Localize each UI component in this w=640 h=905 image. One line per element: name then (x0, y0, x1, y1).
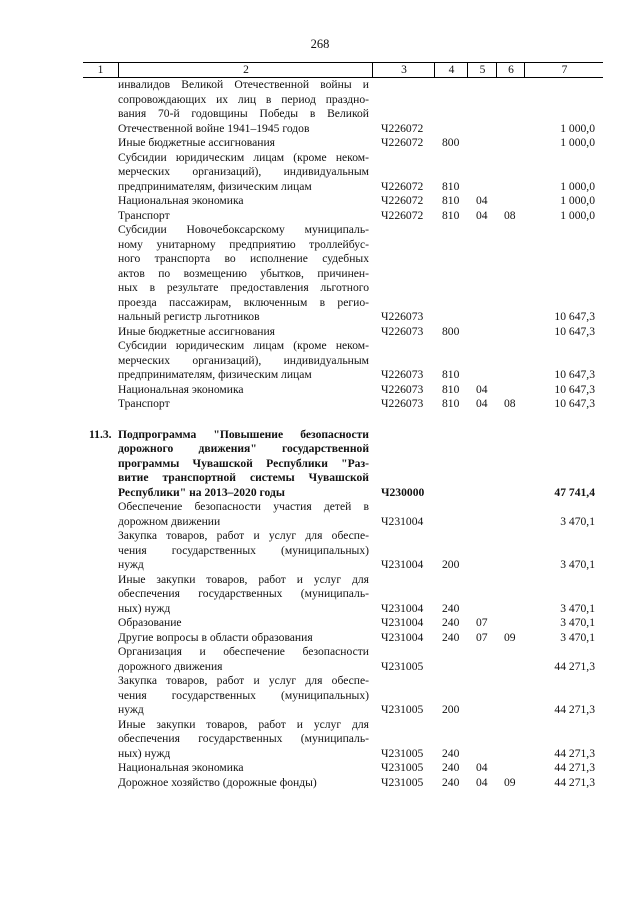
description-line: Организация и обеспечение безопасности (118, 645, 369, 658)
col-header-4: 4 (434, 63, 468, 77)
row-subsection: 09 (504, 630, 516, 644)
table-row (83, 616, 603, 631)
row-group: 800 (442, 136, 460, 149)
row-description (118, 339, 369, 383)
row-section: 04 (476, 194, 488, 207)
description-line: дорожного движения" государственной (118, 442, 369, 455)
row-amount: 1 000,0 (560, 136, 595, 149)
row-description (118, 500, 369, 529)
col-header-3: 3 (372, 63, 435, 77)
row-group: 240 (442, 746, 460, 760)
row-subsection: 08 (504, 208, 516, 222)
row-amount: 10 647,3 (554, 382, 595, 396)
row-code: Ч230000 (381, 485, 425, 499)
table-row (83, 761, 603, 776)
row-code: Ч231004 (381, 558, 424, 571)
row-subsection: 09 (504, 775, 516, 789)
description-line: ных) нужд (118, 601, 171, 615)
row-amount: 44 271,3 (554, 659, 595, 673)
row-amount: 10 647,3 (554, 324, 595, 338)
row-section: 04 (476, 382, 488, 396)
table-row (83, 223, 603, 325)
row-description (118, 428, 369, 501)
row-code: Ч231004 (381, 514, 424, 528)
description-line: Обеспечение безопасности участия детей в (118, 500, 369, 513)
row-description (118, 645, 369, 674)
table-row (83, 151, 603, 195)
row-amount: 1 000,0 (560, 194, 595, 207)
table-row (83, 78, 603, 136)
row-description (118, 325, 369, 340)
table-row (83, 136, 603, 151)
section-header-row (83, 428, 603, 501)
row-amount: 44 271,3 (554, 703, 595, 716)
row-description (118, 616, 369, 631)
description-line: предпринимателям, физическим лицам (118, 368, 312, 381)
row-amount: 1 000,0 (560, 208, 595, 222)
row-description (118, 776, 369, 791)
row-amount: 3 470,1 (560, 558, 595, 571)
section-gap (83, 412, 603, 428)
row-description (118, 209, 369, 224)
table-row (83, 529, 603, 573)
row-section: 04 (476, 775, 488, 789)
row-amount: 47 741,4 (554, 485, 595, 499)
row-group: 810 (442, 368, 460, 381)
col-header-2: 2 (118, 63, 373, 77)
table-row (83, 383, 603, 398)
description-line: Иные бюджетные ассигнования (118, 324, 275, 338)
table-row (83, 339, 603, 383)
description-line: Дорожное хозяйство (дорожные фонды) (118, 775, 317, 789)
description-line: витие транспортной системы Чувашской (118, 471, 369, 484)
row-group: 240 (442, 616, 460, 629)
table-row (83, 776, 603, 791)
row-description (118, 674, 369, 718)
row-code: Ч231004 (381, 601, 424, 615)
description-line: ного транспорта во исполнение судебных (118, 252, 369, 265)
col-header-1: 1 (97, 64, 104, 76)
row-description (118, 194, 369, 209)
description-line: Транспорт (118, 397, 170, 410)
description-line: Отечественной войне 1941–1945 годов (118, 121, 310, 135)
row-code: Ч226073 (381, 368, 424, 381)
description-line: Закупка товаров, работ и услуг для обеспе- (118, 674, 369, 687)
row-code: Ч226073 (381, 310, 424, 323)
row-code: Ч231005 (381, 703, 424, 716)
description-line: обеспечения государственных (муниципаль- (118, 587, 369, 600)
row-group: 800 (442, 324, 460, 338)
row-section: 07 (476, 630, 488, 644)
row-code: Ч226073 (381, 382, 424, 396)
row-amount: 1 000,0 (560, 121, 595, 135)
row-group: 200 (442, 703, 460, 716)
row-section: 04 (476, 761, 488, 774)
row-code: Ч231004 (381, 630, 424, 644)
row-group: 200 (442, 558, 460, 571)
row-group: 240 (442, 761, 460, 774)
row-code: Ч231004 (381, 616, 424, 629)
description-line: Транспорт (118, 208, 170, 222)
description-line: Субсидии юридическим лицам (кроме неком- (118, 339, 369, 352)
description-line: нужд (118, 703, 144, 716)
table-row (83, 209, 603, 224)
description-line: инвалидов Великой Отечественной войны и (118, 78, 369, 91)
description-line: Иные бюджетные ассигнования (118, 136, 275, 149)
description-line: Национальная экономика (118, 761, 244, 774)
row-amount: 44 271,3 (554, 775, 595, 789)
row-description (118, 573, 369, 617)
description-line: чения государственных (муниципальных) (118, 543, 369, 557)
row-description (118, 78, 369, 136)
description-line: Подпрограмма "Повышение безопасности (118, 427, 369, 441)
row-group: 240 (442, 601, 460, 615)
row-code: Ч231005 (381, 761, 424, 774)
row-group: 810 (442, 382, 460, 396)
row-code: Ч226073 (381, 324, 424, 338)
row-code: Ч226073 (381, 397, 424, 410)
row-group: 810 (442, 397, 460, 410)
row-description (118, 631, 369, 646)
description-line: Иные закупки товаров, работ и услуг для (118, 572, 369, 586)
row-code: Ч226072 (381, 179, 424, 193)
page-number: 268 (310, 37, 330, 51)
description-line: нужд (118, 558, 144, 571)
table-row (83, 397, 603, 412)
row-group: 240 (442, 775, 460, 789)
description-line: актов по возмещению убытков, причинен- (118, 266, 369, 280)
description-line: ных в результате предоставления льготного (118, 281, 369, 294)
description-line: нальный регистр льготников (118, 310, 260, 323)
row-code: Ч226072 (381, 136, 424, 149)
description-line: чения государственных (муниципальных) (118, 688, 369, 702)
description-line: Иные закупки товаров, работ и услуг для (118, 717, 369, 731)
description-line: ных) нужд (118, 746, 171, 760)
table-header (83, 62, 603, 78)
table-row (83, 718, 603, 762)
description-line: программы Чувашской Республики "Раз- (118, 456, 369, 470)
description-line: проезда пассажирам, включенным в регио- (118, 295, 369, 309)
row-subsection: 08 (504, 397, 516, 410)
table-row (83, 194, 603, 209)
description-line: Национальная экономика (118, 194, 244, 207)
row-section: 07 (476, 616, 488, 629)
section-number: 11.3. (89, 427, 112, 441)
table-row (83, 500, 603, 529)
row-code: Ч231005 (381, 659, 424, 673)
row-amount: 3 470,1 (560, 601, 595, 615)
row-description (118, 718, 369, 762)
description-line: дорожном движении (118, 514, 221, 528)
row-amount: 3 470,1 (560, 514, 595, 528)
table-row (83, 674, 603, 718)
row-description (118, 136, 369, 151)
table-row (83, 631, 603, 646)
description-line: мерческих организаций), индивидуальным (118, 165, 369, 178)
table-row (83, 645, 603, 674)
description-line: Другие вопросы в области образования (118, 630, 313, 644)
row-group: 240 (442, 630, 460, 644)
row-group: 810 (442, 208, 460, 222)
row-amount: 44 271,3 (554, 746, 595, 760)
table-row (83, 325, 603, 340)
row-description (118, 529, 369, 573)
description-line: Образование (118, 616, 182, 629)
row-description (118, 761, 369, 776)
row-description (118, 383, 369, 398)
row-amount: 10 647,3 (554, 397, 595, 410)
row-description (118, 223, 369, 325)
row-section: 04 (476, 208, 488, 222)
row-amount: 10 647,3 (554, 310, 595, 323)
description-line: Национальная экономика (118, 382, 244, 396)
row-amount: 3 470,1 (560, 630, 595, 644)
row-code: Ч226072 (381, 194, 424, 207)
description-line: сопровождающих их лиц в период праздно- (118, 92, 369, 106)
row-group: 810 (442, 194, 460, 207)
description-line: Закупка товаров, работ и услуг для обеспе- (118, 529, 369, 542)
description-line: Субсидии Новочебоксарскому муниципаль- (118, 223, 369, 236)
description-line: обеспечения государственных (муниципаль- (118, 732, 369, 745)
row-amount: 44 271,3 (554, 761, 595, 774)
description-line: Республики" на 2013–2020 годы (118, 485, 285, 499)
row-amount: 1 000,0 (560, 179, 595, 193)
table-body (83, 78, 603, 790)
table-row (83, 573, 603, 617)
row-group: 810 (442, 179, 460, 193)
description-line: мерческих организаций), индивидуальным (118, 353, 369, 367)
row-amount: 3 470,1 (560, 616, 595, 629)
row-code: Ч226072 (381, 121, 424, 135)
col-header-5: 5 (467, 63, 497, 77)
description-line: дорожного движения (118, 659, 223, 673)
description-line: предпринимателям, физическим лицам (118, 179, 312, 193)
row-amount: 10 647,3 (554, 368, 595, 381)
row-description (118, 397, 369, 412)
row-code: Ч226072 (381, 208, 424, 222)
col-header-7: 7 (524, 63, 604, 77)
row-description (118, 151, 369, 195)
col-header-6: 6 (496, 63, 525, 77)
row-code: Ч231005 (381, 746, 424, 760)
row-section: 04 (476, 397, 488, 410)
row-code: Ч231005 (381, 775, 424, 789)
description-line: вания 70-й годовщины Победы в Великой (118, 107, 369, 120)
description-line: Субсидии юридическим лицам (кроме неком- (118, 150, 369, 164)
description-line: ному унитарному предприятию троллейбус- (118, 237, 369, 251)
